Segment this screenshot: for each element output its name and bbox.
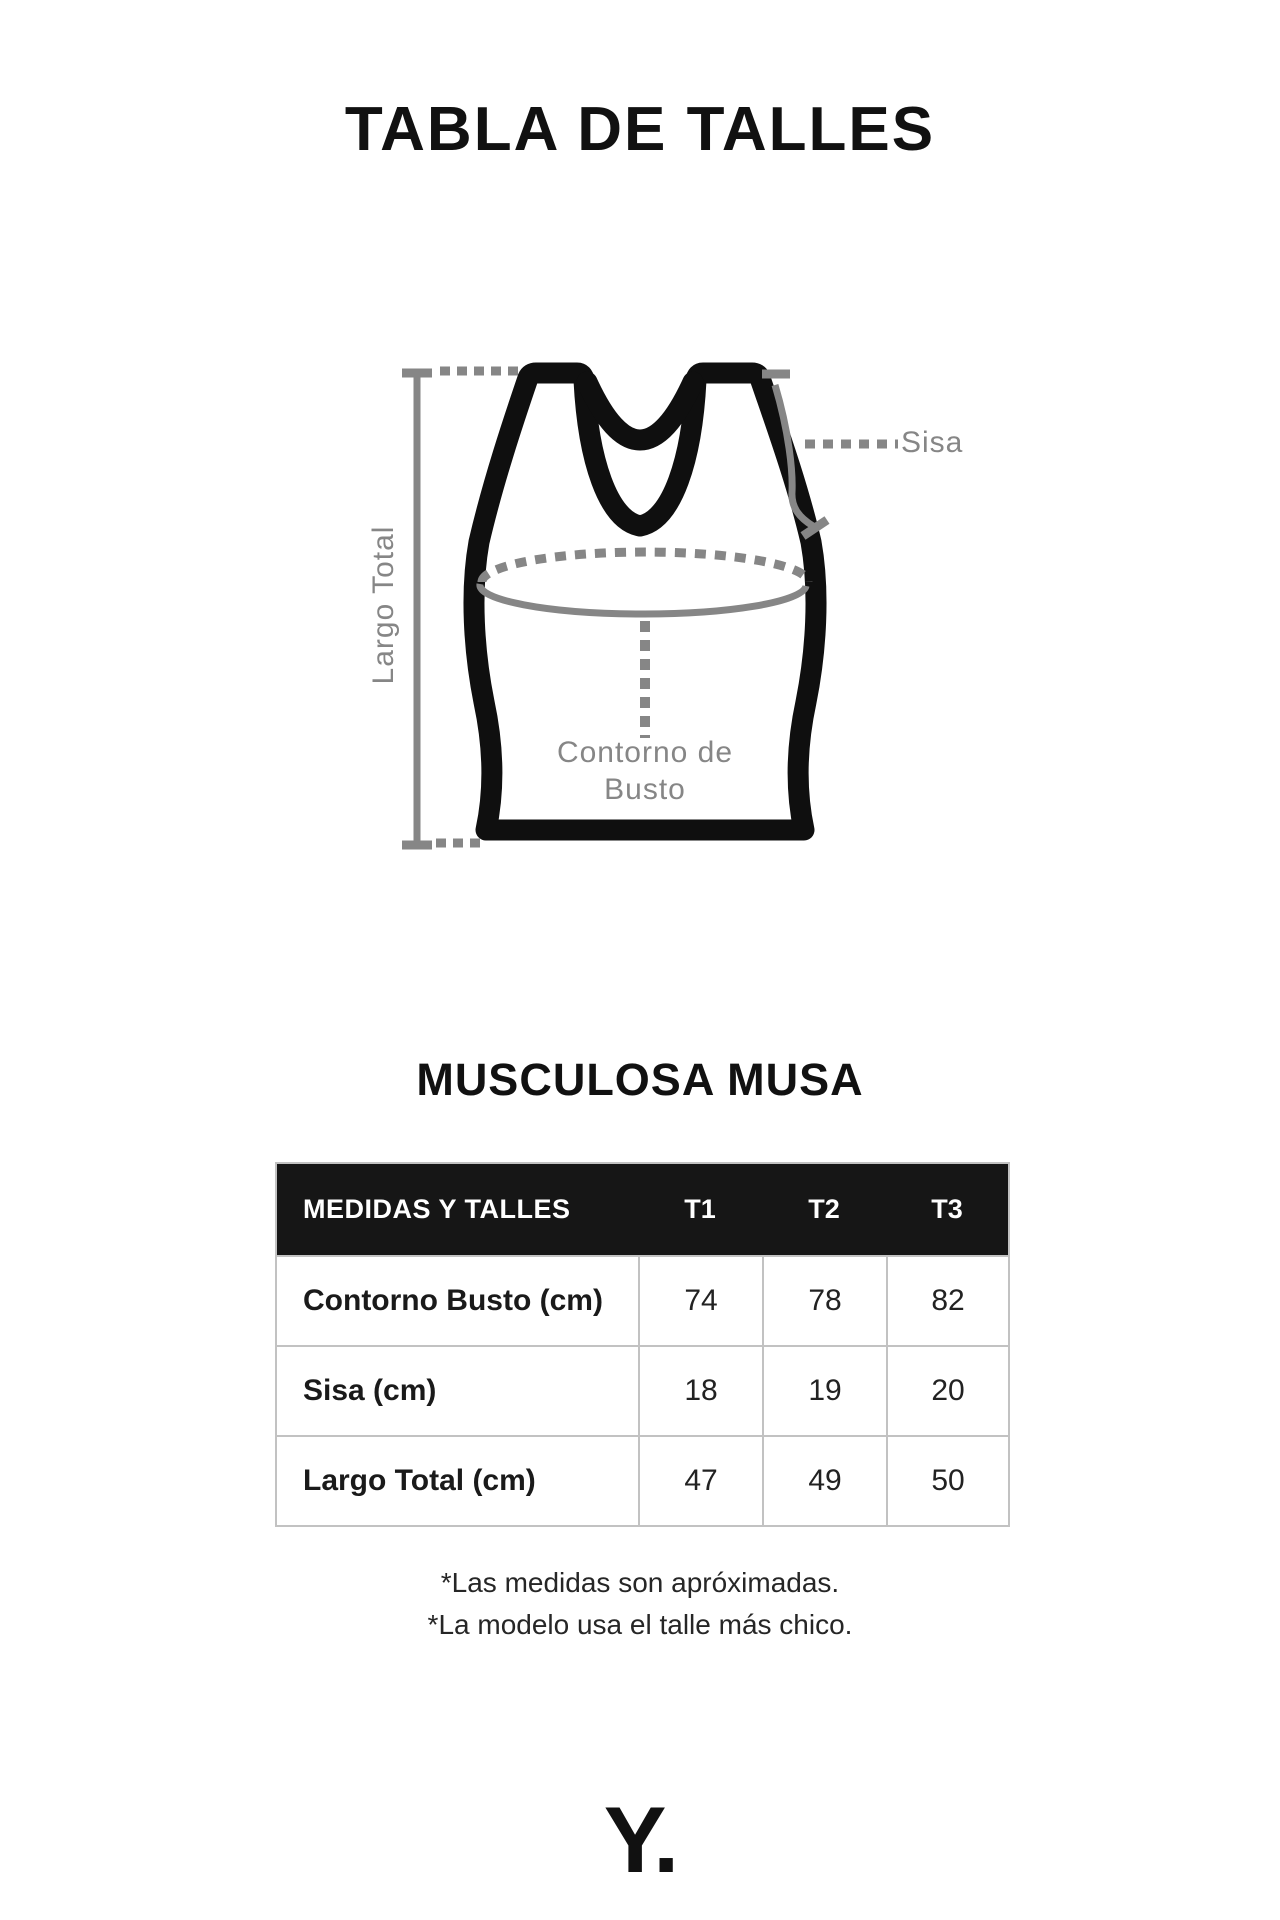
armhole-value-t3: 20 — [886, 1347, 1008, 1435]
size-header-t2: T2 — [808, 1194, 840, 1224]
bust-label-line2: Busto — [604, 773, 686, 806]
product-title: MUSCULOSA MUSA — [416, 1054, 864, 1105]
tank-top-measurement-diagram — [300, 340, 1000, 900]
row-label-length: Largo Total (cm) — [303, 1464, 536, 1497]
row-label-armhole: Sisa (cm) — [303, 1374, 437, 1407]
tank-top-illustration — [300, 340, 1000, 900]
length-label: Largo Total — [367, 525, 400, 685]
armhole-value-t1: 18 — [638, 1347, 762, 1435]
bust-label-line1: Contorno de — [556, 736, 734, 769]
length-value-t2: 49 — [762, 1437, 886, 1525]
brand-logo: Y. — [603, 1787, 677, 1892]
size-table-corner-header: MEDIDAS Y TALLES — [303, 1194, 571, 1224]
page-title: TABLA DE TALLES — [344, 95, 936, 164]
size-table — [275, 1162, 1010, 1527]
table-row-bust — [277, 1255, 1008, 1345]
size-header-t3: T3 — [931, 1194, 963, 1224]
length-value-t1: 47 — [638, 1437, 762, 1525]
table-row-length — [277, 1435, 1008, 1525]
armhole-value-t2: 19 — [762, 1347, 886, 1435]
note-approximate: *Las medidas son apróximadas. — [440, 1567, 840, 1598]
bust-value-t2: 78 — [762, 1257, 886, 1345]
bust-label — [515, 734, 775, 808]
table-row-armhole — [277, 1345, 1008, 1435]
row-label-bust: Contorno Busto (cm) — [303, 1284, 603, 1317]
armhole-label: Sisa — [901, 426, 964, 459]
bust-value-t3: 82 — [886, 1257, 1008, 1345]
size-header-t1: T1 — [684, 1194, 716, 1224]
size-table-header-row — [277, 1164, 1008, 1255]
note-model-size: *La modelo usa el talle más chico. — [427, 1609, 853, 1640]
length-value-t3: 50 — [886, 1437, 1008, 1525]
measurement-notes — [0, 1562, 1280, 1646]
bust-value-t1: 74 — [638, 1257, 762, 1345]
back-neckline-line — [587, 382, 693, 440]
